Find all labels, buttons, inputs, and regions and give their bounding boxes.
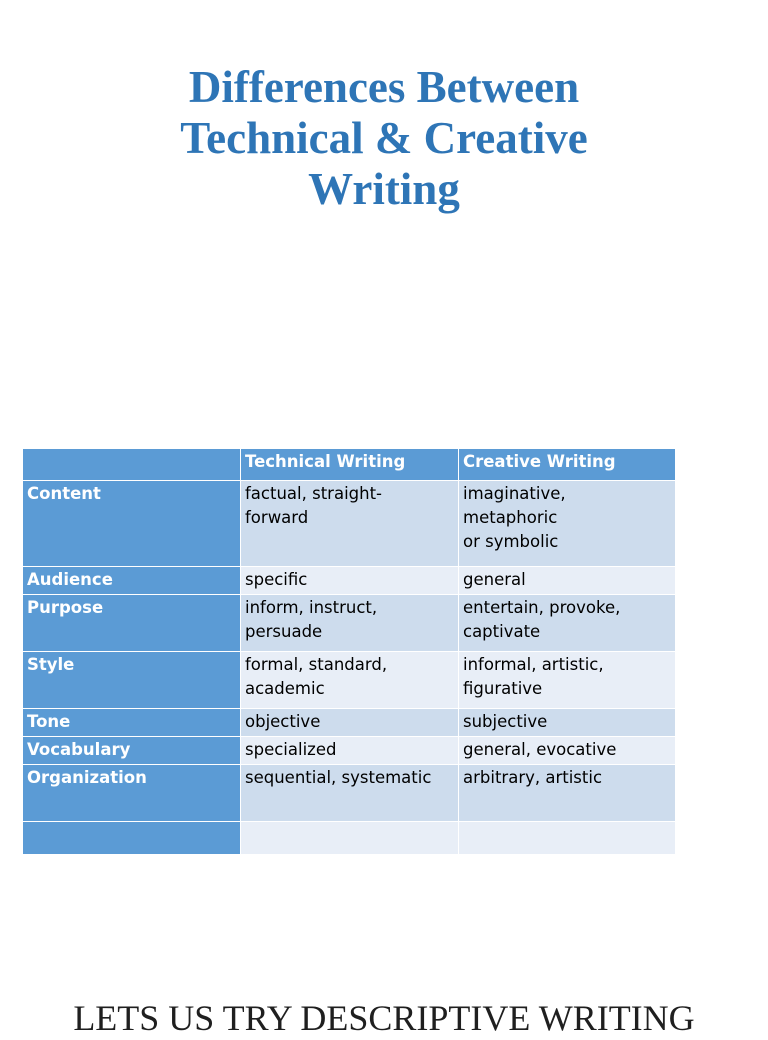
- row-label: [23, 822, 241, 855]
- technical-cell: sequential, systematic: [241, 765, 459, 822]
- creative-cell: entertain, provoke, captivate: [459, 595, 676, 652]
- table-row-vocabulary: [23, 737, 676, 765]
- table-header-row: [23, 449, 676, 481]
- creative-cell: informal, artistic, figurative: [459, 652, 676, 709]
- creative-cell: general, evocative: [459, 737, 676, 765]
- technical-cell: formal, standard, academic: [241, 652, 459, 709]
- row-label: Organization: [23, 765, 241, 822]
- row-label: Audience: [23, 567, 241, 595]
- header-cell-empty: [23, 449, 241, 481]
- technical-cell: [241, 822, 459, 855]
- row-label: Style: [23, 652, 241, 709]
- row-label: Tone: [23, 709, 241, 737]
- technical-cell: specialized: [241, 737, 459, 765]
- creative-cell: arbitrary, artistic: [459, 765, 676, 822]
- row-label: Vocabulary: [23, 737, 241, 765]
- page-title: [0, 62, 768, 215]
- page-title-line-2: Technical & Creative: [180, 113, 588, 163]
- technical-cell: inform, instruct, persuade: [241, 595, 459, 652]
- technical-cell: objective: [241, 709, 459, 737]
- page-title-line-1: Differences Between: [188, 62, 580, 112]
- header-cell-technical: Technical Writing: [241, 449, 459, 481]
- table-row-audience: [23, 567, 676, 595]
- table-row-content: [23, 481, 676, 567]
- creative-cell: imaginative, metaphoric or symbolic: [459, 481, 676, 567]
- table-row-empty: [23, 822, 676, 855]
- table-row-organization: [23, 765, 676, 822]
- header-cell-creative: Creative Writing: [459, 449, 676, 481]
- next-slide-heading: LETS US TRY DESCRIPTIVE WRITING: [73, 998, 695, 1038]
- creative-cell: general: [459, 567, 676, 595]
- page-title-line-3: Writing: [308, 164, 460, 214]
- table-row-style: [23, 652, 676, 709]
- row-label: Purpose: [23, 595, 241, 652]
- technical-cell: specific: [241, 567, 459, 595]
- technical-cell: factual, straight- forward: [241, 481, 459, 567]
- table-row-tone: [23, 709, 676, 737]
- row-label: Content: [23, 481, 241, 567]
- creative-cell: subjective: [459, 709, 676, 737]
- creative-cell: [459, 822, 676, 855]
- table-row-purpose: [23, 595, 676, 652]
- comparison-table: [22, 448, 676, 855]
